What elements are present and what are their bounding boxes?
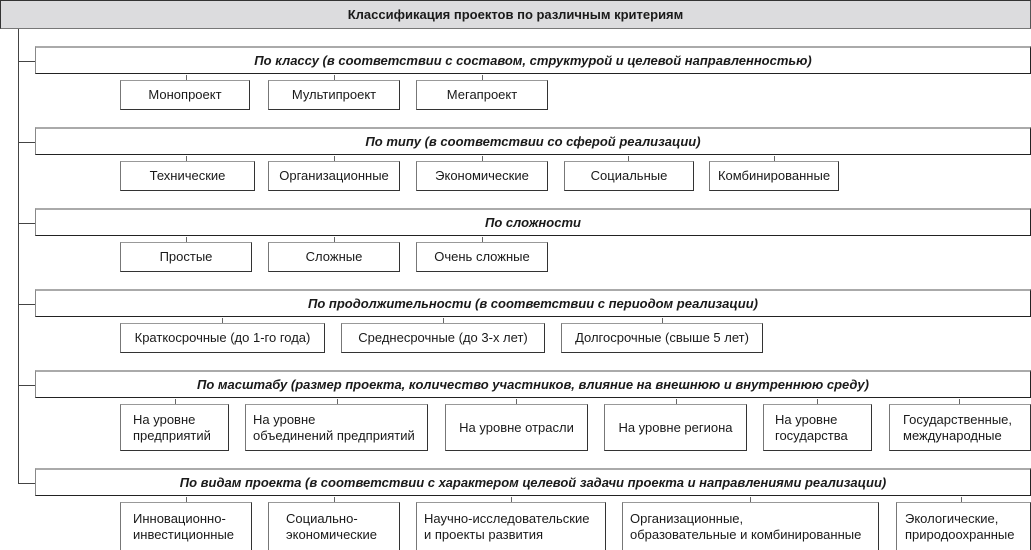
category-scale: По масштабу (размер проекта, количество участников, влияние на внешнюю и внутреннюю среду) [35,370,1031,398]
branch-connector [18,223,35,224]
item-ecological: Экологические, природоохранные [896,502,1031,550]
trunk-connector [18,29,19,484]
branch-connector [18,483,35,484]
branch-connector [18,142,35,143]
category-kinds: По видам проекта (в соответствии с характером целевой задачи проекта и направлениями реализации) [35,468,1031,496]
item-enterprise-association-level: На уровне объединений предприятий [245,404,428,451]
item-short-term: Краткосрочные (до 1-го года) [120,323,325,353]
item-mid-term: Среднесрочные (до 3-х лет) [341,323,545,353]
item-megaproject: Мегапроект [416,80,548,110]
item-social: Социальные [564,161,694,191]
branch-connector [18,61,35,62]
item-research-development: Научно-исследовательские и проекты развития [416,502,606,550]
item-industry-level: На уровне отрасли [445,404,588,451]
item-monoproject: Монопроект [120,80,250,110]
branch-connector [18,385,35,386]
item-combined: Комбинированные [709,161,839,191]
item-region-level: На уровне региона [604,404,747,451]
item-innovation-investment: Инновационно- инвестиционные [120,502,252,550]
item-complex: Сложные [268,242,400,272]
item-international: Государственные, международные [889,404,1031,451]
item-very-complex: Очень сложные [416,242,548,272]
item-economic: Экономические [416,161,548,191]
item-multiproject: Мультипроект [268,80,400,110]
item-long-term: Долгосрочные (свыше 5 лет) [561,323,763,353]
item-state-level: На уровне государства [763,404,872,451]
item-organizational: Организационные [268,161,400,191]
item-enterprise-level: На уровне предприятий [120,404,229,451]
item-organizational-educational: Организационные, образовательные и комбинированные [622,502,879,550]
category-duration: По продолжительности (в соответствии с периодом реализации) [35,289,1031,317]
item-socio-economic: Социально- экономические [268,502,400,550]
category-class: По классу (в соответствии с составом, структурой и целевой направленностью) [35,46,1031,74]
item-simple: Простые [120,242,252,272]
item-technical: Технические [120,161,255,191]
diagram-title: Классификация проектов по различным критериям [0,0,1031,29]
branch-connector [18,304,35,305]
category-complexity: По сложности [35,208,1031,236]
category-type: По типу (в соответствии со сферой реализации) [35,127,1031,155]
